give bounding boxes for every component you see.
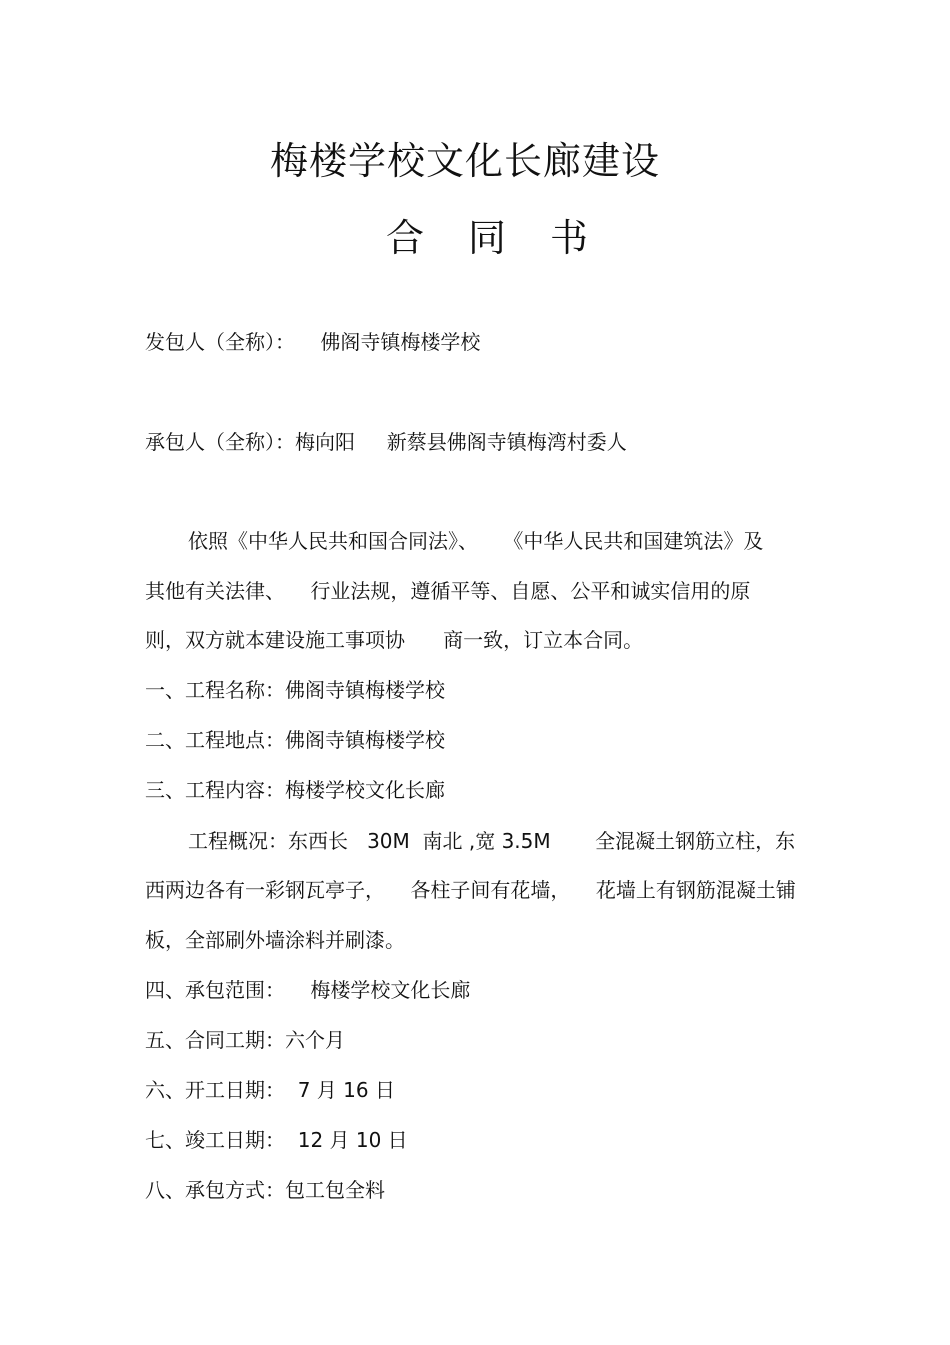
item-contract-period: 五、合同工期：六个月: [145, 1028, 345, 1052]
preamble-line-1: 依照《中华人民共和国合同法》、 《中华人民共和国建筑法》及: [188, 529, 764, 553]
employer-line: 发包人（全称）： 佛阁寺镇梅楼学校: [145, 330, 481, 354]
document-subtitle: 合同书: [385, 216, 632, 260]
preamble-line-3: 则，双方就本建设施工事项协 商一致，订立本合同。: [145, 628, 644, 652]
contractor-line: 承包人（全称）：梅向阳 新蔡县佛阁寺镇梅湾村委人: [145, 430, 627, 454]
item-contract-method: 八、承包方式：包工包全料: [145, 1178, 385, 1202]
overview-line-3: 板，全部刷外墙涂料并刷漆。: [145, 928, 405, 952]
overview-line-2: 西两边各有一彩钢瓦亭子， 各柱子间有花墙， 花墙上有钢筋混凝土铺: [145, 878, 796, 902]
item-start-date: 六、开工日期： 7 月 16 日: [145, 1078, 395, 1102]
preamble-line-2: 其他有关法律、 行业法规，遵循平等、自愿、公平和诚实信用的原: [145, 579, 751, 603]
item-contract-scope: 四、承包范围： 梅楼学校文化长廊: [145, 978, 471, 1002]
item-project-name: 一、工程名称：佛阁寺镇梅楼学校: [145, 678, 445, 702]
item-completion-date: 七、竣工日期： 12 月 10 日: [145, 1128, 408, 1152]
item-project-location: 二、工程地点：佛阁寺镇梅楼学校: [145, 728, 445, 752]
document-title: 梅楼学校文化长廊建设: [269, 139, 660, 183]
overview-line-1: 工程概况：东西长 30M 南北 ,宽 3.5M 全混凝土钢筋立柱，东: [188, 829, 796, 853]
item-project-content: 三、工程内容：梅楼学校文化长廊: [145, 778, 445, 802]
